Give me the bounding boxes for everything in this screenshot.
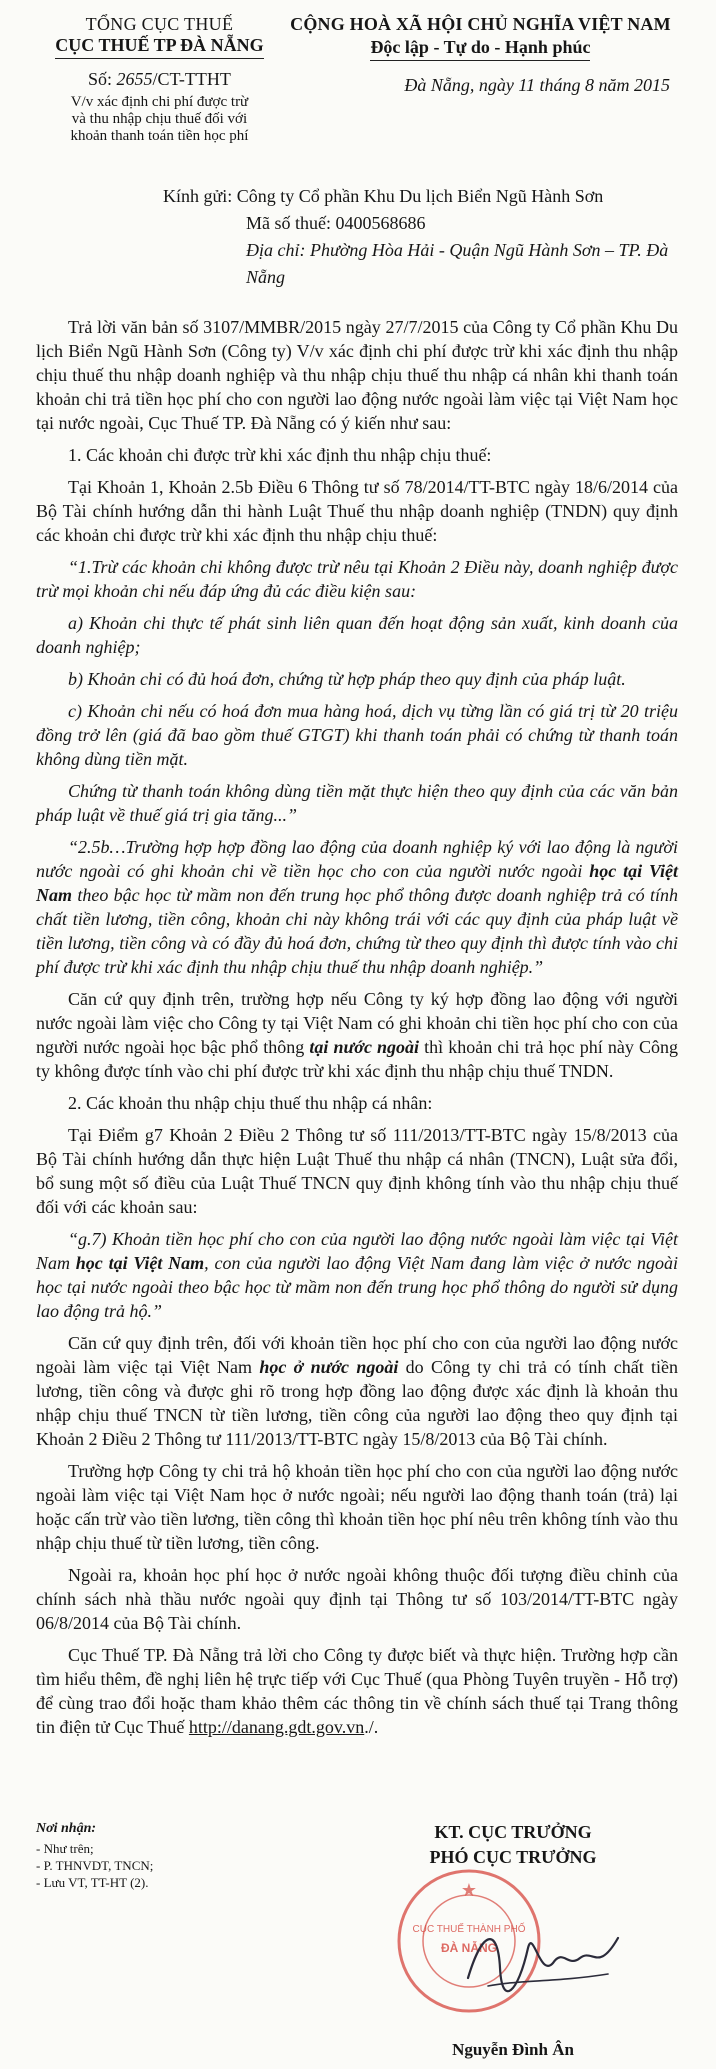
- paragraph-intro: Trả lời văn bản số 3107/MMBR/2015 ngày 27/7/2015 của Công ty Cổ phần Khu Du lịch Biển Ngũ Hành Sơn (Công ty) V/v xác định chi phí được trừ khi xác định thu nhập chịu thuế thu nhập doanh nghiệp và thu nhập chịu thuế thu nhập cá nhân khi thanh toán khoản chi trả tiền học phí cho con người lao động nước ngoài làm việc tại Việt Nam học tại nước ngoài, Cục Thuế TP. Đà Nẵng có ý kiến như sau:: [36, 317, 678, 433]
- closing-part-c: ./.: [364, 1717, 379, 1737]
- issuing-agency-block: [36, 14, 283, 145]
- recipient-item: - Như trên;: [36, 1841, 94, 1856]
- conclusion-1-part-c: thì khoản chi trả học phí này Công ty không được tính vào chi phí được trừ khi xác định thu nhập chịu thuế TNDN.: [36, 1037, 678, 1081]
- paragraph-conclusion-2: [36, 1331, 678, 1451]
- subject-line-3: khoản thanh toán tiền học phí: [70, 128, 249, 144]
- recipients-title: Nơi nhận:: [36, 1821, 97, 1836]
- national-motto: Độc lập - Tự do - Hạnh phúc: [370, 37, 590, 61]
- quote-g7-part-a: “g.7) Khoản tiền học phí cho con của người lao động nước ngoài làm việc tại Việt Nam: [36, 1229, 678, 1273]
- doc-no-prefix: Số:: [88, 69, 113, 89]
- recipient-to: Kính gửi: Công ty Cổ phần Khu Du lịch Biển Ngũ Hành Sơn: [163, 186, 604, 206]
- nation-name: CỘNG HOÀ XÃ HỘI CHỦ NGHĨA VIỆT NAM: [290, 14, 671, 34]
- section-heading-2: 2. Các khoản thu nhập chịu thuế thu nhập cá nhân:: [68, 1093, 433, 1113]
- quote-article-1a: a) Khoản chi thực tế phát sinh liên quan đến hoạt động sản xuất, kinh doanh của doanh nghiệp;: [36, 613, 678, 657]
- seal-text-inner: ĐÀ NẴNG: [441, 1941, 497, 1955]
- paragraph-closing: [36, 1643, 678, 1739]
- paragraph-legal-basis-2: Tại Điểm g7 Khoản 2 Điều 2 Thông tư số 111/2013/TT-BTC ngày 15/8/2013 của Bộ Tài chính hướng dẫn thực hiện Luật Thuế thu nhập cá nhân (TNCN), Luật sửa đổi, bổ sung một số điều của Luật Thuế TNCN quy định không tính vào thu nhập chịu thuế đối với các khoản sau:: [36, 1125, 678, 1217]
- quote-2-5b-emphasis: học tại Việt Nam: [36, 861, 678, 905]
- quote-2-5b-part-a: “2.5b…Trường hợp hợp đồng lao động của doanh nghiệp ký với lao động là người nước ngoài có ghi khoản chi về tiền học cho con của người nước ngoài: [36, 837, 678, 881]
- issue-date: Đà Nẵng, ngày 11 tháng 8 năm 2015: [404, 75, 670, 95]
- svg-text:★: ★: [460, 1880, 478, 1900]
- recipients-list: [36, 1820, 266, 2060]
- signer-name: Nguyễn Đình Ân: [452, 2040, 574, 2059]
- paragraph-reimbursement: Trường hợp Công ty chi trả hộ khoản tiền học phí cho con của người lao động nước ngoài làm việc tại Việt Nam học ở nước ngoài; nếu người lao động thanh toán (trả) lại hoặc cấn trừ vào tiền lương, tiền công thì khoản tiền học phí nêu trên không tính vào thu nhập chịu thuế từ tiền lương, tiền công.: [36, 1461, 678, 1553]
- quote-article-1d: Chứng từ thanh toán không dùng tiền mặt thực hiện theo quy định của các văn bản pháp luật về thuế giá trị gia tăng...”: [36, 781, 678, 825]
- letter-footer: [36, 1820, 678, 2060]
- quote-article-g7: [36, 1227, 678, 1323]
- national-title-block: [283, 14, 678, 145]
- document-number: [36, 69, 283, 90]
- doc-no-number: 2655: [116, 69, 153, 89]
- subject-line: [36, 94, 283, 145]
- quote-article-2-5b: [36, 835, 678, 979]
- paragraph-contractor-note: Ngoài ra, khoản học phí học ở nước ngoài không thuộc đối tượng điều chỉnh của chính sách nhà thầu nước ngoài quy định tại Thông tư số 103/2014/TT-BTC ngày 06/8/2014 của Bộ Tài chính.: [36, 1565, 678, 1633]
- doc-no-suffix: /CT-TTHT: [152, 69, 231, 89]
- signature-block: [348, 1820, 678, 2060]
- recipient-item: - Lưu VT, TT-HT (2).: [36, 1875, 149, 1890]
- section-heading-1: 1. Các khoản chi được trừ khi xác định thu nhập chịu thuế:: [68, 445, 492, 465]
- issuing-agency: CỤC THUẾ TP ĐÀ NẴNG: [55, 35, 263, 59]
- website-link[interactable]: http://danang.gdt.gov.vn: [188, 1717, 365, 1737]
- paragraph-conclusion-1: [36, 987, 678, 1083]
- handwritten-signature-icon: [458, 1908, 628, 2008]
- closing-part-a: Cục Thuế TP. Đà Nẵng trả lời cho Công ty được biết và thực hiện. Trường hợp cần tìm hiểu thêm, đề nghị liên hệ trực tiếp với Cục Thuế (qua Phòng Tuyên truyền - Hỗ trợ) để cùng trao đổi hoặc tham khảo thêm các thông tin về chính sách thuế tại Trang thông tin điện tử Cục Thuế: [36, 1645, 678, 1737]
- recipient-tax-code: Mã số thuế: 0400568686: [246, 213, 426, 233]
- conclusion-2-part-a: Căn cứ quy định trên, đối với khoản tiền học phí cho con của người lao động nước ngoài làm việc tại Việt Nam: [36, 1333, 678, 1377]
- conclusion-1-part-a: Căn cứ quy định trên, trường hợp nếu Công ty ký hợp đồng lao động với người nước ngoài làm việc cho Công ty tại Việt Nam có ghi khoản chi tiền học phí cho con của người nước ngoài học bậc phổ thông: [36, 989, 678, 1057]
- letter-body: [36, 315, 678, 1739]
- quote-article-1c: c) Khoản chi nếu có hoá đơn mua hàng hoá, dịch vụ từng lần có giá trị từ 20 triệu đồng trở lên (giá đã bao gồm thuế GTGT) khi thanh toán phải có chứng từ thanh toán không dùng tiền mặt.: [36, 701, 678, 769]
- quote-article-1b: b) Khoản chi có đủ hoá đơn, chứng từ hợp pháp theo quy định của pháp luật.: [68, 669, 626, 689]
- conclusion-2-emphasis: học ở nước ngoài: [259, 1357, 399, 1377]
- recipient-address: Địa chỉ: Phường Hòa Hải - Quận Ngũ Hành Sơn – TP. Đà Nẵng: [246, 240, 669, 287]
- recipient-block: [163, 183, 678, 291]
- seal-text-outer: CỤC THUẾ THÀNH PHỐ: [412, 1924, 526, 1935]
- conclusion-1-emphasis: tại nước ngoài: [309, 1037, 420, 1057]
- quote-g7-part-c: , con của người lao động Việt Nam đang làm việc ở nước ngoài học tại nước ngoài theo bậc học từ mầm non đến trung học phổ thông do người sử dụng lao động trả hộ.”: [36, 1253, 678, 1321]
- signer-title: PHÓ CỤC TRƯỞNG: [429, 1847, 597, 1867]
- letter-header: [36, 14, 678, 145]
- parent-agency: TỔNG CỤC THUẾ: [85, 14, 234, 34]
- quote-2-5b-part-c: theo bậc học từ mầm non đến trung học phổ thông được doanh nghiệp trả có tính chất tiền lương, tiền công, khoản chi này không trái với các quy định của pháp luật về tiền lương, tiền công và có đầy đủ hoá đơn, chứng từ theo quy định thì được tính vào chi phí được trừ khi xác định thu nhập chịu thuế thu nhập doanh nghiệp.”: [36, 885, 678, 977]
- quote-g7-emphasis: học tại Việt Nam: [75, 1253, 205, 1273]
- subject-line-1: V/v xác định chi phí được trừ: [70, 94, 249, 110]
- signing-authority: KT. CỤC TRƯỞNG: [434, 1822, 592, 1842]
- paragraph-legal-basis-1: Tại Khoản 1, Khoản 2.5b Điều 6 Thông tư số 78/2014/TT-BTC ngày 18/6/2014 của Bộ Tài chính hướng dẫn thi hành Luật Thuế thu nhập doanh nghiệp (TNDN) quy định các khoản chi được trừ khi xác định thu nhập chịu thuế:: [36, 477, 678, 545]
- recipient-item: - P. THNVDT, TNCN;: [36, 1858, 154, 1873]
- subject-line-2: và thu nhập chịu thuế đối với: [71, 111, 248, 127]
- conclusion-2-part-c: do Công ty chi trả có tính chất tiền lương, tiền công và được ghi rõ trong hợp đồng lao động được xác định là khoản thu nhập chịu thuế TNCN từ tiền lương, tiền công của người lao động theo quy định tại Khoản 2 Điều 2 Thông tư 111/2013/TT-BTC ngày 15/8/2013 của Bộ Tài chính.: [36, 1357, 678, 1449]
- quote-article-1: “1.Trừ các khoản chi không được trừ nêu tại Khoản 2 Điều này, doanh nghiệp được trừ mọi khoản chi nếu đáp ứng đủ các điều kiện sau:: [36, 557, 678, 601]
